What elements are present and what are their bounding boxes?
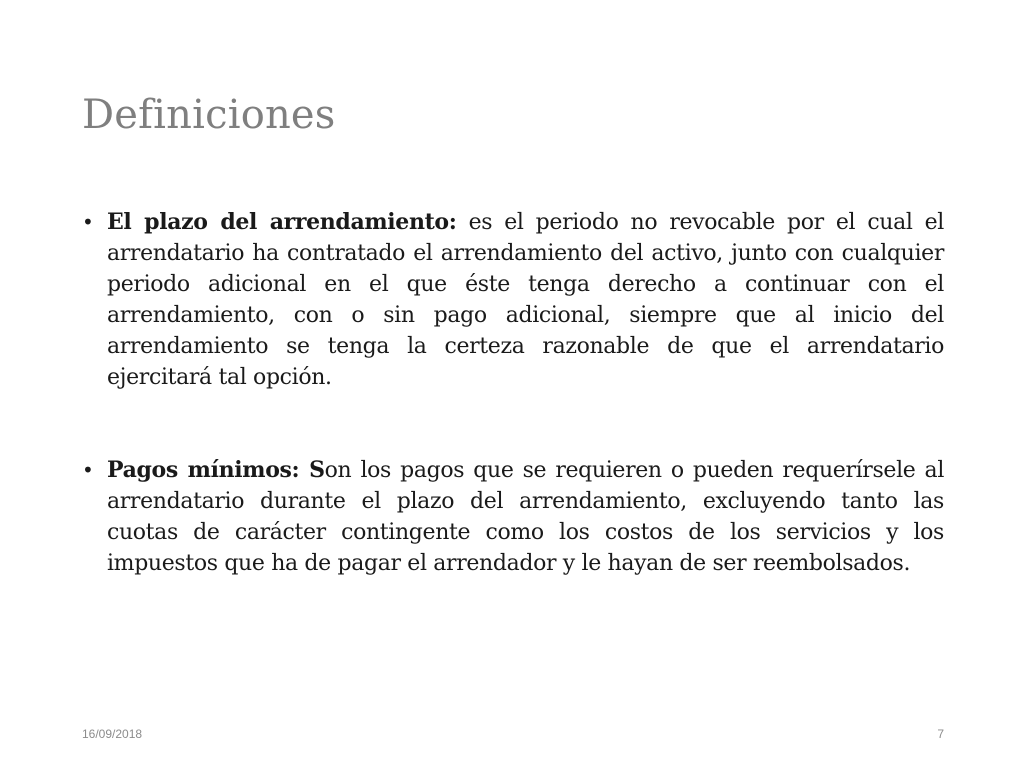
definitions-list — [82, 207, 944, 579]
slide-title: Definiciones — [82, 92, 336, 138]
bullet-icon: • — [82, 458, 94, 482]
footer-date: 16/09/2018 — [82, 727, 143, 741]
definition-text: es el periodo no revocable por el cual el arrendatario ha contratado el arrendamiento del activo, junto con cualquier periodo adicional en el que éste tenga derecho a continuar con el arrendamiento, con o sin pago adicional, siempre que al inicio del arrendamiento se tenga la certeza razonable de que el arrendatario ejercitará tal opción. — [107, 210, 944, 390]
footer-page-number: 7 — [937, 727, 944, 741]
definition-term: Pagos mínimos: S — [107, 457, 325, 483]
definition-item — [82, 207, 944, 393]
definition-item — [82, 455, 944, 579]
definition-text: on los pagos que se requieren o pueden requerírsele al arrendatario durante el plazo del arrendamiento, excluyendo tanto las cuotas de carácter contingente como los costos de los servicios y los impuestos que ha de pagar el arrendador y le hayan de ser reembolsados. — [107, 458, 945, 576]
bullet-icon: • — [82, 210, 94, 234]
definition-term: El plazo del arrendamiento: — [107, 209, 457, 235]
